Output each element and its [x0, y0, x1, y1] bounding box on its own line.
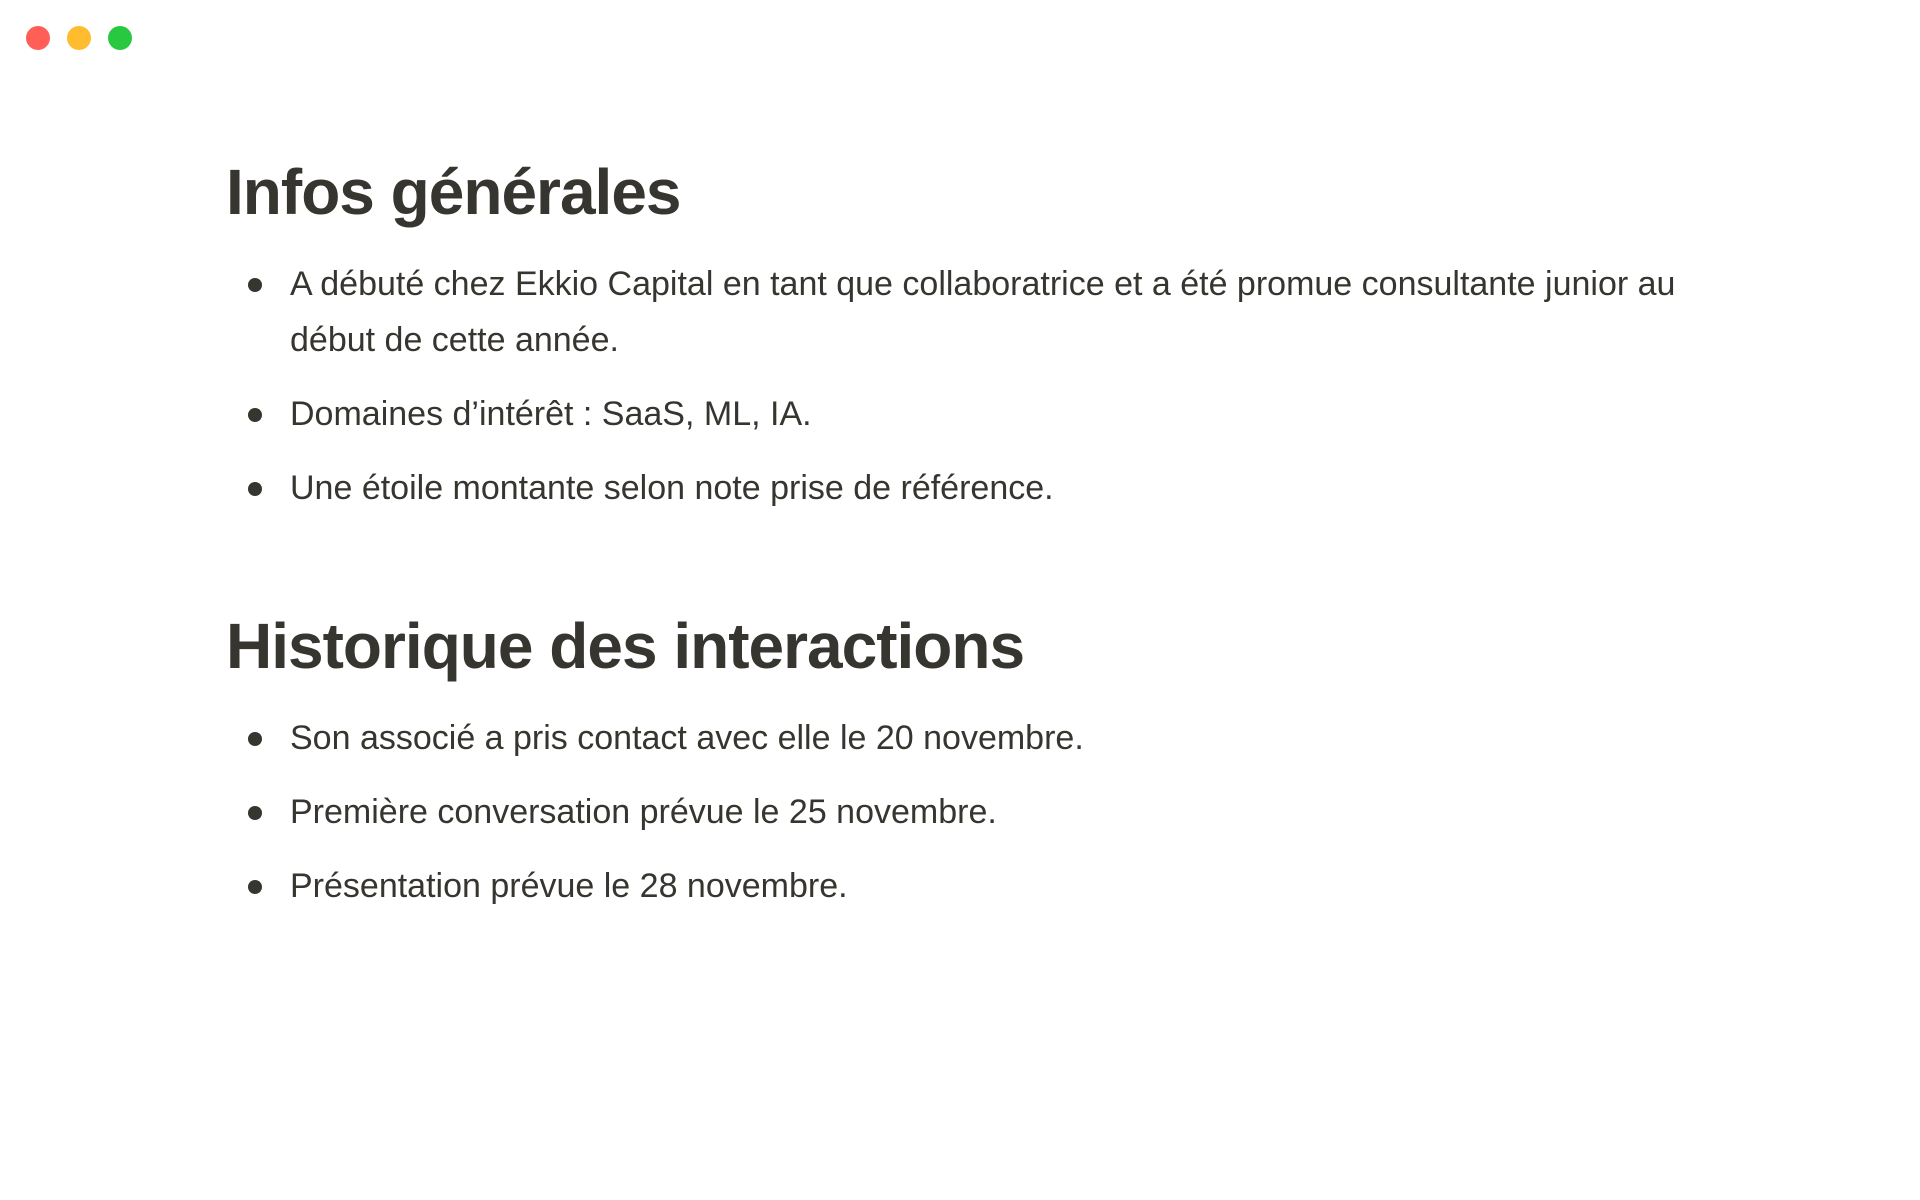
window-controls — [26, 26, 132, 50]
bullet-icon — [248, 408, 262, 422]
list-item[interactable] — [226, 858, 1706, 914]
list-item-text: Présentation prévue le 28 novembre. — [290, 867, 848, 905]
bullet-list — [226, 710, 1706, 914]
bullet-icon — [248, 278, 262, 292]
close-window-button[interactable] — [26, 26, 50, 50]
page-content — [226, 150, 1706, 932]
bullet-icon — [248, 482, 262, 496]
list-item[interactable] — [226, 460, 1706, 516]
list-item[interactable] — [226, 784, 1706, 840]
section-general-info — [226, 150, 1706, 516]
list-item-text: Domaines d’intérêt : SaaS, ML, IA. — [290, 395, 812, 433]
bullet-icon — [248, 732, 262, 746]
list-item[interactable] — [226, 386, 1706, 442]
bullet-icon — [248, 880, 262, 894]
list-item-text: A débuté chez Ekkio Capital en tant que collaboratrice et a été promue consultante junior au début de cette année. — [290, 265, 1676, 359]
bullet-icon — [248, 806, 262, 820]
section-interaction-history — [226, 604, 1706, 914]
list-item[interactable] — [226, 710, 1706, 766]
list-item-text: Première conversation prévue le 25 novembre. — [290, 793, 997, 831]
maximize-window-button[interactable] — [108, 26, 132, 50]
list-item-text: Son associé a pris contact avec elle le 20 novembre. — [290, 719, 1084, 757]
list-item[interactable] — [226, 256, 1706, 368]
list-item-text: Une étoile montante selon note prise de référence. — [290, 469, 1054, 507]
bullet-list — [226, 256, 1706, 516]
minimize-window-button[interactable] — [67, 26, 91, 50]
section-heading[interactable]: Historique des interactions — [226, 610, 1025, 682]
section-heading[interactable]: Infos générales — [226, 156, 681, 228]
